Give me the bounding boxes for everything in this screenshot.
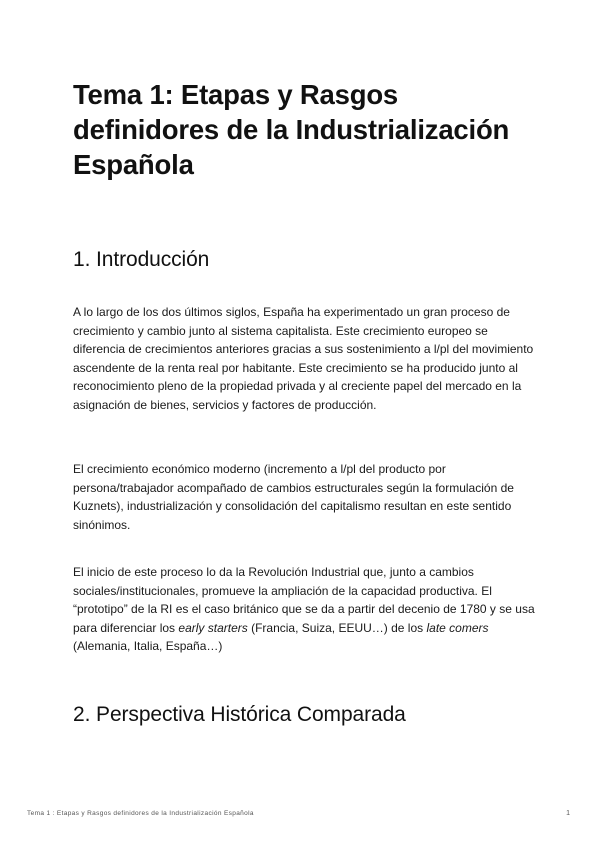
paragraph-3-text-3: (Alemania, Italia, España…) bbox=[73, 639, 223, 653]
section-heading-introduccion: 1. Introducción bbox=[73, 248, 210, 271]
paragraph-3 bbox=[73, 563, 543, 656]
document-title: Tema 1: Etapas y Rasgos definidores de la Industrialización Española bbox=[73, 79, 510, 180]
paragraph-3-italic-late-comers: late comers bbox=[426, 620, 489, 635]
paragraph-2: El crecimiento económico moderno (incremento a l/pl del producto por persona/trabajador acompañado de cambios estructurales según la formulación de Kuznets), industrialización y consolidación del capitalismo resultan en este sentido sinónimos. bbox=[73, 462, 514, 532]
footer-page-number: 1 bbox=[566, 810, 570, 817]
paragraph-1: A lo largo de los dos últimos siglos, España ha experimentado un gran proceso de crecimiento y cambio junto al sistema capitalista. Este crecimiento europeo se diferencia de crecimientos anteriores gracias a sus sostenimiento a l/pl del movimiento ascendente de la renta real por habitante. Este crecimiento se ha producido junto al reconocimiento pleno de la propiedad privada y al creciente papel del mercado en la asignación de bienes, servicios y factores de producción. bbox=[73, 305, 534, 412]
footer-document-title: Tema 1 : Etapas y Rasgos definidores de la Industrialización Española bbox=[27, 810, 254, 817]
paragraph-3-text-2: (Francia, Suiza, EEUU…) de los bbox=[247, 620, 427, 635]
paragraph-3-italic-early-starters: early starters bbox=[178, 620, 248, 635]
section-heading-perspectiva: 2. Perspectiva Histórica Comparada bbox=[73, 703, 406, 726]
paragraph-3-text-1: El inicio de este proceso lo da la Revolución Industrial que, junto a cambios sociales/institucionales, promueve la ampliación de la capacidad productiva. El “prototipo” de la RI es el caso británico que se da a partir del decenio de 1780 y se usa para diferenciar los bbox=[73, 565, 535, 635]
